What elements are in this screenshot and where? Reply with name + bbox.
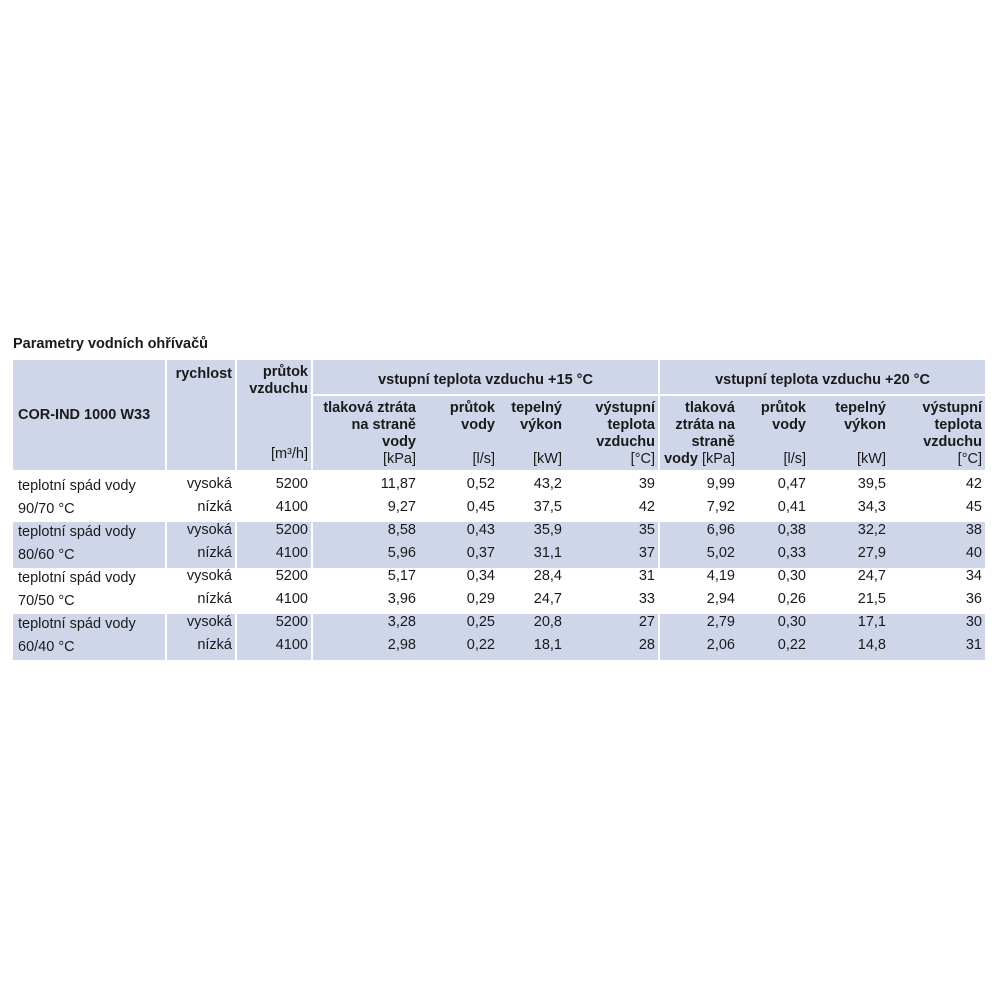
value-cell: 2,06 bbox=[658, 637, 738, 660]
value-cell: 43,2 bbox=[533, 476, 562, 492]
value-cell: 0,29 bbox=[466, 591, 495, 607]
value-cell: 0,30 bbox=[738, 614, 809, 637]
value-cell: 5,02 bbox=[658, 545, 738, 568]
value-cell: 2,98 bbox=[311, 637, 419, 660]
speed-cell: nízká bbox=[165, 545, 235, 568]
value-cell: 36 bbox=[965, 591, 982, 607]
speed-cell: nízká bbox=[165, 499, 235, 522]
value-cell: 17,1 bbox=[809, 614, 889, 637]
table-row bbox=[13, 568, 985, 591]
sub15-water-flow-unit: [l/s] bbox=[472, 451, 495, 467]
speed-header bbox=[165, 360, 235, 470]
value-cell: 31 bbox=[889, 637, 985, 660]
speed-cell: vysoká bbox=[165, 614, 235, 637]
table-row bbox=[13, 637, 985, 660]
sub15-pressure-loss-header bbox=[311, 394, 419, 470]
value-cell: 21,5 bbox=[857, 591, 886, 607]
value-cell: 0,26 bbox=[777, 591, 806, 607]
value-cell: 7,92 bbox=[658, 499, 738, 522]
value-cell: 9,27 bbox=[311, 499, 419, 522]
value-cell: 30 bbox=[889, 614, 985, 637]
value-cell: 0,34 bbox=[466, 568, 495, 584]
speed-header-label: rychlost bbox=[175, 366, 232, 382]
value-cell: 6,96 bbox=[658, 522, 738, 545]
sub15-water-flow-label: průtok vody bbox=[449, 400, 495, 433]
table-row bbox=[13, 499, 985, 522]
row-label: 90/70 °C bbox=[18, 501, 75, 517]
sub15-heat-output-header bbox=[498, 394, 565, 470]
value-cell: 0,41 bbox=[777, 499, 806, 515]
speed-cell: vysoká bbox=[165, 522, 235, 545]
row-label: teplotní spád vody bbox=[13, 614, 165, 637]
row-label: teplotní spád vody bbox=[18, 570, 136, 586]
value-cell: 14,8 bbox=[809, 637, 889, 660]
value-cell: 5,96 bbox=[311, 545, 419, 568]
value-cell: 0,25 bbox=[419, 614, 498, 637]
row-label: 60/40 °C bbox=[13, 637, 165, 660]
value-cell: 0,22 bbox=[738, 637, 809, 660]
value-cell: 37 bbox=[565, 545, 658, 568]
value-cell: 20,8 bbox=[498, 614, 565, 637]
value-cell: 3,96 bbox=[311, 591, 419, 614]
airflow-header-label: průtok vzduchu bbox=[249, 364, 308, 397]
row-label: 80/60 °C bbox=[13, 545, 165, 568]
value-cell: 5200 bbox=[235, 476, 311, 499]
value-cell: 4100 bbox=[235, 637, 311, 660]
sub20-pressure-loss-label-cont: vody bbox=[664, 451, 698, 467]
value-cell: 31 bbox=[638, 568, 655, 584]
sub20-outlet-temp-unit: [°C] bbox=[957, 451, 982, 467]
sub15-heat-output-label: tepelný výkon bbox=[511, 400, 562, 433]
value-cell: 33 bbox=[638, 591, 655, 607]
table-row bbox=[13, 476, 985, 499]
value-cell: 42 bbox=[965, 476, 982, 492]
row-label: teplotní spád vody bbox=[13, 522, 165, 545]
value-cell: 0,30 bbox=[777, 568, 806, 584]
sub20-heat-output-header bbox=[809, 394, 889, 470]
row-label: teplotní spád vody bbox=[18, 478, 136, 494]
value-cell: 27 bbox=[565, 614, 658, 637]
value-cell: 0,52 bbox=[466, 476, 495, 492]
value-cell: 18,1 bbox=[498, 637, 565, 660]
speed-cell: nízká bbox=[165, 637, 235, 660]
group-header-20: vstupní teplota vzduchu +20 °C bbox=[658, 360, 985, 394]
table-title: Parametry vodních ohřívačů bbox=[13, 336, 209, 352]
value-cell: 39,5 bbox=[857, 476, 886, 492]
value-cell: 8,58 bbox=[311, 522, 419, 545]
value-cell: 24,7 bbox=[857, 568, 886, 584]
sub20-water-flow-label: průtok vody bbox=[760, 400, 806, 433]
value-cell: 3,28 bbox=[311, 614, 419, 637]
sub20-heat-output-unit: [kW] bbox=[857, 451, 886, 467]
value-cell: 34 bbox=[965, 568, 982, 584]
group-header-15: vstupní teplota vzduchu +15 °C bbox=[311, 360, 658, 394]
value-cell: 45 bbox=[965, 499, 982, 515]
value-cell: 38 bbox=[889, 522, 985, 545]
water-heater-parameters-table bbox=[13, 360, 985, 660]
value-cell: 9,99 bbox=[658, 476, 738, 499]
airflow-header bbox=[235, 360, 311, 470]
value-cell: 4100 bbox=[235, 591, 311, 614]
value-cell: 28 bbox=[565, 637, 658, 660]
value-cell: 35 bbox=[565, 522, 658, 545]
value-cell: 5200 bbox=[235, 614, 311, 637]
value-cell: 37,5 bbox=[533, 499, 562, 515]
sub15-outlet-temp-label: výstupní teplota vzduchu bbox=[595, 400, 655, 450]
sub20-pressure-loss-label: tlaková ztráta na straně bbox=[675, 400, 735, 450]
value-cell: 4,19 bbox=[658, 568, 738, 591]
sub15-outlet-temp-header bbox=[565, 394, 658, 470]
row-label: 70/50 °C bbox=[18, 593, 75, 609]
table-row bbox=[13, 545, 985, 568]
value-cell: 0,22 bbox=[419, 637, 498, 660]
value-cell: 0,37 bbox=[419, 545, 498, 568]
value-cell: 0,45 bbox=[466, 499, 495, 515]
sub15-water-flow-header bbox=[419, 394, 498, 470]
value-cell: 39 bbox=[638, 476, 655, 492]
table-row bbox=[13, 614, 985, 637]
sub20-outlet-temp-label: výstupní teplota vzduchu bbox=[922, 400, 982, 450]
value-cell: 11,87 bbox=[311, 476, 419, 499]
airflow-header-unit: [m³/h] bbox=[270, 446, 308, 462]
value-cell: 28,4 bbox=[533, 568, 562, 584]
value-cell: 2,94 bbox=[658, 591, 738, 614]
value-cell: 24,7 bbox=[533, 591, 562, 607]
value-cell: 27,9 bbox=[809, 545, 889, 568]
sub20-heat-output-label: tepelný výkon bbox=[835, 400, 886, 433]
table-row bbox=[13, 591, 985, 614]
sub15-heat-output-unit: [kW] bbox=[533, 451, 562, 467]
value-cell: 35,9 bbox=[498, 522, 565, 545]
table-body bbox=[13, 470, 985, 660]
value-cell: 4100 bbox=[235, 545, 311, 568]
value-cell: 32,2 bbox=[809, 522, 889, 545]
value-cell: 42 bbox=[638, 499, 655, 515]
sub15-pressure-loss-label: tlaková ztráta na straně vody bbox=[323, 400, 416, 450]
value-cell: 5200 bbox=[235, 568, 311, 591]
value-cell: 34,3 bbox=[857, 499, 886, 515]
value-cell: 31,1 bbox=[498, 545, 565, 568]
value-cell: 0,33 bbox=[738, 545, 809, 568]
value-cell: 0,43 bbox=[419, 522, 498, 545]
speed-cell: vysoká bbox=[165, 568, 235, 591]
value-cell: 40 bbox=[889, 545, 985, 568]
value-cell: 0,47 bbox=[777, 476, 806, 492]
value-cell: 5,17 bbox=[311, 568, 419, 591]
table-row bbox=[13, 522, 985, 545]
value-cell: 4100 bbox=[235, 499, 311, 522]
speed-cell: vysoká bbox=[165, 476, 235, 499]
sub20-water-flow-header bbox=[738, 394, 809, 470]
sub20-pressure-loss-header bbox=[658, 394, 738, 470]
sub20-outlet-temp-header bbox=[889, 394, 985, 470]
sub20-water-flow-unit: [l/s] bbox=[783, 451, 806, 467]
sub15-pressure-loss-unit: [kPa] bbox=[382, 451, 416, 467]
value-cell: 2,79 bbox=[658, 614, 738, 637]
sub20-pressure-loss-unit: [kPa] bbox=[701, 451, 735, 467]
sub15-outlet-temp-unit: [°C] bbox=[630, 451, 655, 467]
value-cell: 0,38 bbox=[738, 522, 809, 545]
speed-cell: nízká bbox=[165, 591, 235, 614]
value-cell: 5200 bbox=[235, 522, 311, 545]
model-name: COR-IND 1000 W33 bbox=[13, 360, 165, 470]
